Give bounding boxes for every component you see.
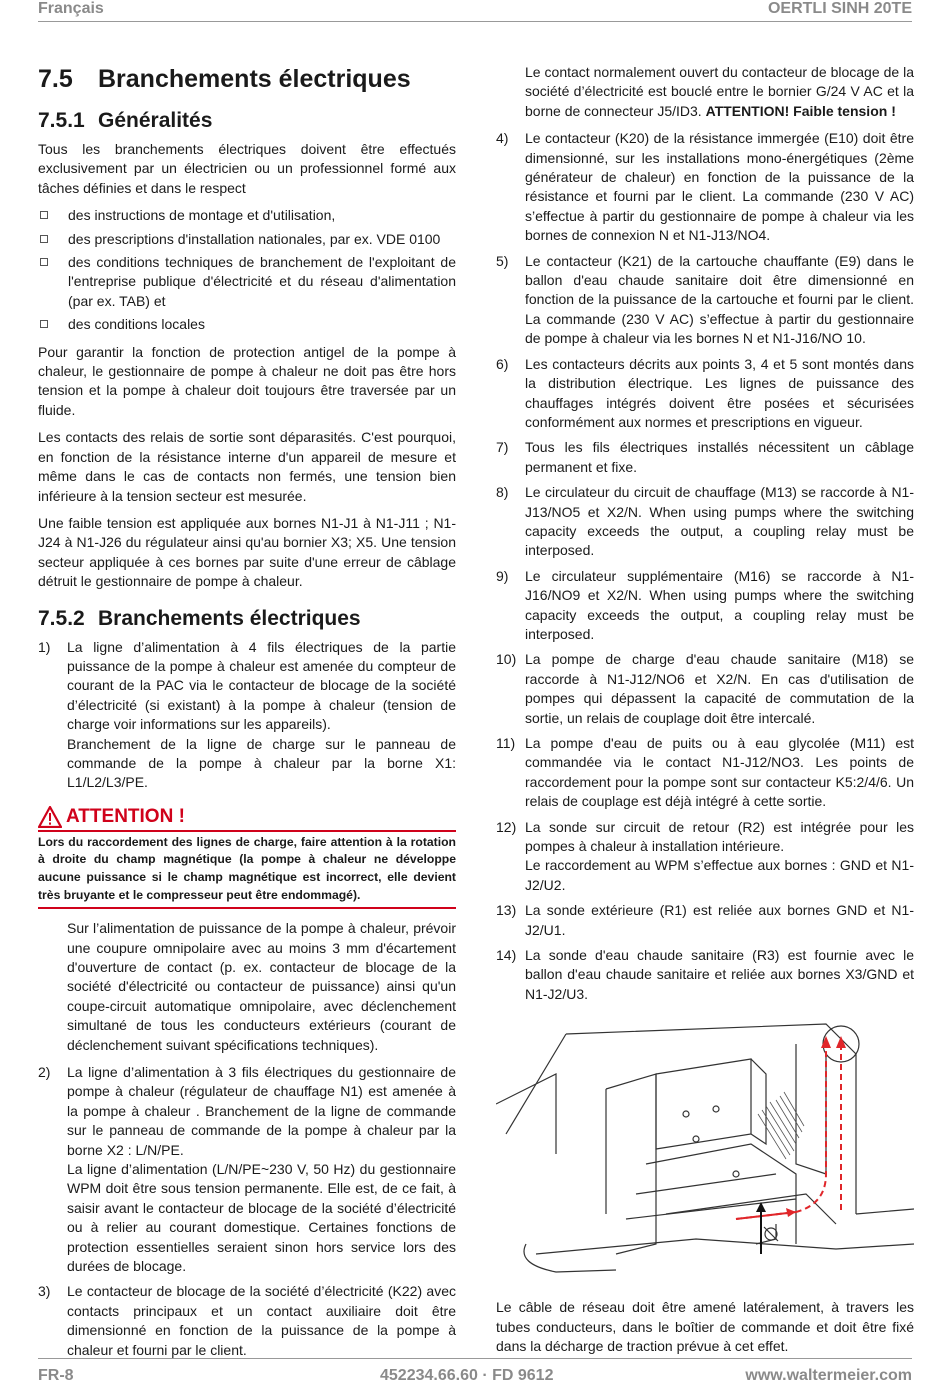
footer-doc-reference: 452234.66.60 · FD 9612	[380, 1367, 554, 1384]
item-number: 4)	[496, 130, 509, 147]
item-number: 2)	[38, 1064, 51, 1080]
list-item: 13) La sonde extérieure (R1) est reliée aux bornes GND et N1-J2/U1.	[496, 902, 914, 938]
item1-continuation: Sur l’alimentation de puissance de la pompe à chaleur, prévoir une coupure omnipolaire avec au moins 3 mm d'écartement d'ouverture de contact (p. ex. contacteur de blocage de la société d'électricité ou contacteur de puissance) ainsi qu'un coupe-circuit automatique omnipolaire, avec déclenchement simultané de tous les conducteurs extérieurs (courant de déclenchement suivant spécifications techniques).	[67, 920, 456, 1053]
general-paragraph: Les contacts des relais de sortie sont déparasités. C'est pourquoi, en fonction de la résistance interne d'un appareil de mesure et même dans le cas de contacts non fermés, une tension bien inférieure à la tension secteur est mesurée.	[38, 429, 456, 504]
list-item: 3) Le contacteur de blocage de la société d’électricité (K22) avec contacts principaux et un contact auxiliaire doit être dimensionné en fonction de la puissance de la pompe à chaleur et fourni par le client.	[38, 1283, 456, 1358]
general-paragraph: Une faible tension est appliquée aux bornes N1-J1 à N1-J11 ; N1-J24 à N1-J26 du régulateur ainsi qu'au bornier X3; X5. Une tension secteur appliquée à ces bornes par suite d'une erreur de câblage détruit le gestionnaire de pompe à chaleur.	[38, 514, 456, 590]
list-item: 6) Les contacteurs décrits aux points 3, 4 et 5 sont montés dans la distribution électrique. Les lignes de puissance des chauffages intégrés doivent être posées et sécurisées conformément aux normes et prescriptions en vigueur.	[496, 355, 914, 430]
item-number: 13)	[496, 902, 517, 919]
square-bullet-icon	[40, 235, 48, 243]
list-item: 7) Tous les fils électriques installés nécessitent un câblage permanent et fixe.	[496, 439, 914, 475]
header-rule	[38, 21, 912, 22]
page-footer	[0, 1358, 950, 1384]
square-bullet-icon	[40, 258, 48, 266]
item-number: 8)	[496, 484, 509, 501]
general-bullet-list	[38, 206, 456, 334]
square-bullet-icon	[40, 211, 48, 219]
cable-routing-illustration-icon	[496, 1014, 914, 1286]
general-intro: Tous les branchements électriques doivent être effectués exclusivement par un électricien ou un professionnel formé aux tâches définies et dans le respect	[38, 141, 456, 196]
list-item: 11) La pompe d'eau de puits ou à eau glycolée (M11) est commandée via le contact N1-J12/NO3. Les points de raccordement pour la pompe sont sur contacteur K5:2/4/6. Un relais de couplage est déjà intégré à cette sortie.	[496, 735, 914, 810]
subsection-heading-connections	[38, 606, 456, 632]
item-number: 11)	[496, 735, 516, 751]
page-header	[0, 0, 950, 22]
item-number: 10)	[496, 651, 517, 668]
section-heading	[38, 64, 456, 94]
item3-continuation: Le contact normalement ouvert du contacteur de blocage de la société d’électricité est bouclé entre le bornier G/24 V AC et la borne de connecteur J5/ID3. ATTENTION! Faible tension !	[525, 64, 914, 119]
left-column	[38, 50, 456, 1366]
item-number: 6)	[496, 355, 509, 372]
item-number: 3)	[38, 1283, 51, 1300]
list-item: 1) La ligne d’alimentation à 4 fils électriques de la partie puissance de la pompe à chaleur est amenée du compteur de courant de la PAC via le contacteur de blocage de la société d’électricité (si existant) à la pompe à chaleur (tension de charge voir informations sur les appareils). Branchement de la ligne de charge sur le panneau de commande de la pompe à chaleur par la borne X1: L1/L2/L3/PE.	[38, 638, 456, 791]
subsection-number: 7.5.1	[38, 109, 85, 132]
header-product: OERTLI SINH 20TE	[767, 0, 912, 17]
footer-rule	[38, 1358, 912, 1359]
item-number: 7)	[496, 439, 509, 456]
cable-routing-figure	[496, 1014, 914, 1286]
warning-rule	[38, 907, 456, 909]
connection-list-left	[38, 638, 456, 793]
connection-list-left-cont	[38, 1063, 456, 1360]
warning-triangle-icon	[38, 806, 62, 828]
list-item: des instructions de montage et d'utilisation,	[38, 206, 456, 225]
figure-caption: Le câble de réseau doit être amené latéralement, à travers les tubes conducteurs, dans le boîtier de commande et doit être fixé dans la décharge de traction prévue à cet effet.	[496, 1299, 914, 1355]
connection-list-right	[496, 129, 914, 1004]
item-number: 14)	[496, 947, 517, 964]
section-title: Branchements électriques	[98, 65, 411, 93]
list-item: 10) La pompe de charge d'eau chaude sanitaire (M18) se raccorde à N1-J12/NO6 et X2/N. En cas d'utilisation de pompes qui dépassent la capacité de commutation de la sortie, un relais de couplage doit être intercalé.	[496, 651, 914, 726]
list-item: 12) La sonde sur circuit de retour (R2) est intégrée pour les pompes à chaleur à installation intérieure. Le raccordement au WPM s’effectue aux bornes : GND et N1-J2/U2.	[496, 818, 914, 893]
list-item: des conditions techniques de branchement de l'exploitant de l'entreprise publique d'électricité et du réseau d'alimentation (par ex. TAB) et	[38, 253, 456, 311]
item-number: 9)	[496, 567, 509, 584]
subsection-title: Branchements électriques	[98, 606, 361, 630]
footer-website-link[interactable]: www.waltermeier.com	[745, 1367, 912, 1384]
item-number: 12)	[496, 818, 517, 835]
list-item: 9) Le circulateur supplémentaire (M16) se raccorde à N1-J16/NO9 et X2/N. When using pumps where the switching capacity exceeds the output, a coupling relay must be interposed.	[496, 567, 914, 642]
list-item: 8) Le circulateur du circuit de chauffage (M13) se raccorde à N1-J13/NO5 et X2/N. When using pumps where the switching capacity exceeds the output, a coupling relay must be interposed.	[496, 484, 914, 559]
list-item: des prescriptions d'installation nationales, par ex. VDE 0100	[38, 230, 456, 249]
right-column	[496, 63, 914, 1365]
item-number: 1)	[38, 638, 51, 655]
section-number: 7.5	[38, 65, 73, 93]
item-number: 5)	[496, 252, 509, 269]
subsection-number: 7.5.2	[38, 606, 85, 630]
general-paragraph: Pour garantir la fonction de protection antigel de la pompe à chaleur, le gestionnaire de pompe à chaleur ne doit pas être hors tension et la pompe à chaleur doit toujours être traversée par un fluide.	[38, 343, 456, 418]
warning-box	[38, 805, 456, 909]
header-language: Français	[38, 0, 104, 17]
subsection-heading-general	[38, 108, 456, 134]
list-item: 5) Le contacteur (K21) de la cartouche chauffante (E9) dans le ballon d'eau chaude sanitaire doit être dimensionné en fonction de la puissance de la cartouche et fourni par le client. La commande (230 V AC) s’effectue à partir du gestionnaire de pompe à chaleur via les bornes N et N1-J16/NO 10.	[496, 252, 914, 347]
list-item: 4) Le contacteur (K20) de la résistance immergée (E10) doit être dimensionné, sur les installations mono-énergétiques (2ème générateur de chaleur) en fonction de la puissance de la résistance et fourni par le client. La commande (230 V AC) s’effectue à partir du gestionnaire de pompe à chaleur via les bornes de connexion N et N1-J13/NO4.	[496, 130, 914, 244]
warning-text: Lors du raccordement des lignes de charge, faire attention à la rotation à droite du champ magnétique (la pompe à chaleur ne développe aucune puissance si le champ magnétique est incorrect, elle devient très bruyante et le compresseur peut être endommagé).	[38, 834, 456, 902]
subsection-title: Généralités	[98, 109, 213, 132]
list-item: 2) La ligne d’alimentation à 3 fils électriques du gestionnaire de pompe à chaleur (régulateur de chauffage N1) est amenée à la pompe à chaleur . Branchement de la ligne de commande sur le panneau de commande de la pompe à chaleur par la borne X2 : L/N/PE. La ligne d’alimentation (L/N/PE~230 V, 50 Hz) du gestionnaire WPM doit être sous tension permanente. Elle est, de ce fait, à saisir avant le contacteur de blocage de la société d’électricité ou à relier au courant domestique. Certaines fonctions de protection essentielles seraient sinon hors service lors des durées de blocage.	[38, 1064, 456, 1275]
square-bullet-icon	[40, 320, 48, 328]
footer-page-number: FR-8	[38, 1367, 74, 1384]
list-item: 14) La sonde d'eau chaude sanitaire (R3) est fournie avec le ballon d'eau chaude sanitaire et reliée aux bornes X3/GND et N1-J2/U3.	[496, 947, 914, 1002]
warning-title: ATTENTION !	[38, 805, 456, 829]
list-item: des conditions locales	[38, 315, 456, 334]
